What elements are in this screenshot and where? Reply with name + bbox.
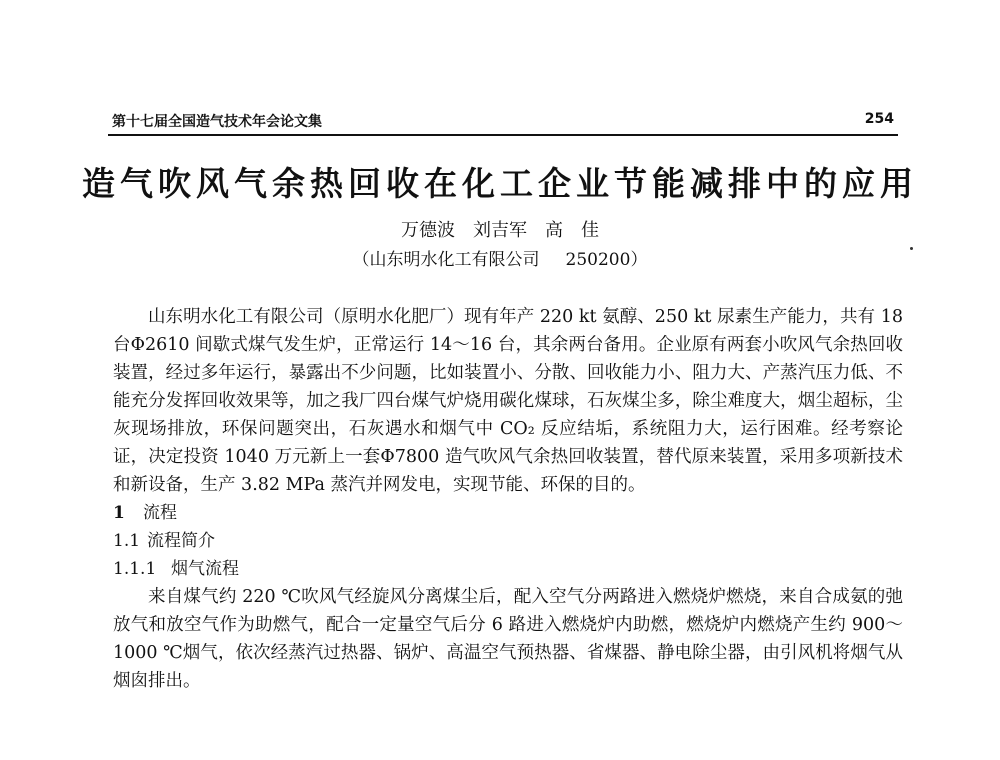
subsubsection-heading [113, 555, 903, 583]
section-title: 流程 [143, 503, 177, 523]
paper-body [113, 303, 903, 695]
subsection-title: 流程简介 [147, 531, 215, 551]
author-list: 万德波 刘吉军 高 佳 [401, 220, 599, 241]
affiliation-postcode: 250200） [565, 250, 648, 270]
intro-paragraph: 山东明水化工有限公司（原明水化肥厂）现有年产 220 kt 氨醇、250 kt 尿素生产能力，共有 18 台Φ2610 间歇式煤气发生炉，正常运行 14～16 台，其余两台备用。企业原有两套小吹风气余热回收装置，经过多年运行，暴露出不少问题，比如装置小、分散、回收能力小、阻力大、产蒸汽压力低、不能充分发挥回收效果等，加之我厂四台煤气炉烧用碳化煤球，石灰煤尘多，除尘难度大，烟尘超标，尘灰现场排放，环保问题突出，石灰遇水和烟气中 CO₂ 反应结垢，系统阻力大，运行困难。经考察论证，决定投资 1040 万元新上一套Φ7800 造气吹风气余热回收装置，替代原来装置，采用多项新技术和新设备，生产 3.82 MPa 蒸汽并网发电，实现节能、环保的目的。 [113, 307, 903, 495]
flue-gas-paragraph: 来自煤气约 220 ℃吹风气经旋风分离煤尘后，配入空气分两路进入燃烧炉燃烧，来自合成氨的弛放气和放空气作为助燃气，配合一定量空气后分 6 路进入燃烧炉内助燃，燃烧炉内燃烧产生约 900～1000 ℃烟气，依次经蒸汽过热器、锅炉、高温空气预热器、省煤器、静电除尘器，由引风机将烟气从烟囱排出。 [113, 587, 903, 691]
subsubsection-title: 烟气流程 [171, 559, 239, 579]
journal-name: 第十七届全国造气技术年会论文集 [112, 114, 322, 130]
running-header [108, 111, 898, 131]
scan-speck [910, 247, 913, 250]
section-number: 1 [113, 503, 125, 523]
subsection-number: 1.1 [113, 531, 141, 551]
affiliation-org: （山东明水化工有限公司 [352, 250, 540, 270]
header-rule [108, 134, 898, 136]
affiliation [0, 245, 1000, 270]
page-number: 254 [864, 111, 894, 127]
section-heading [113, 499, 903, 527]
paper-title: 造气吹风气余热回收在化工企业节能减排中的应用 [82, 164, 918, 203]
subsubsection-number: 1.1.1 [113, 559, 157, 579]
subsection-heading [113, 527, 903, 555]
